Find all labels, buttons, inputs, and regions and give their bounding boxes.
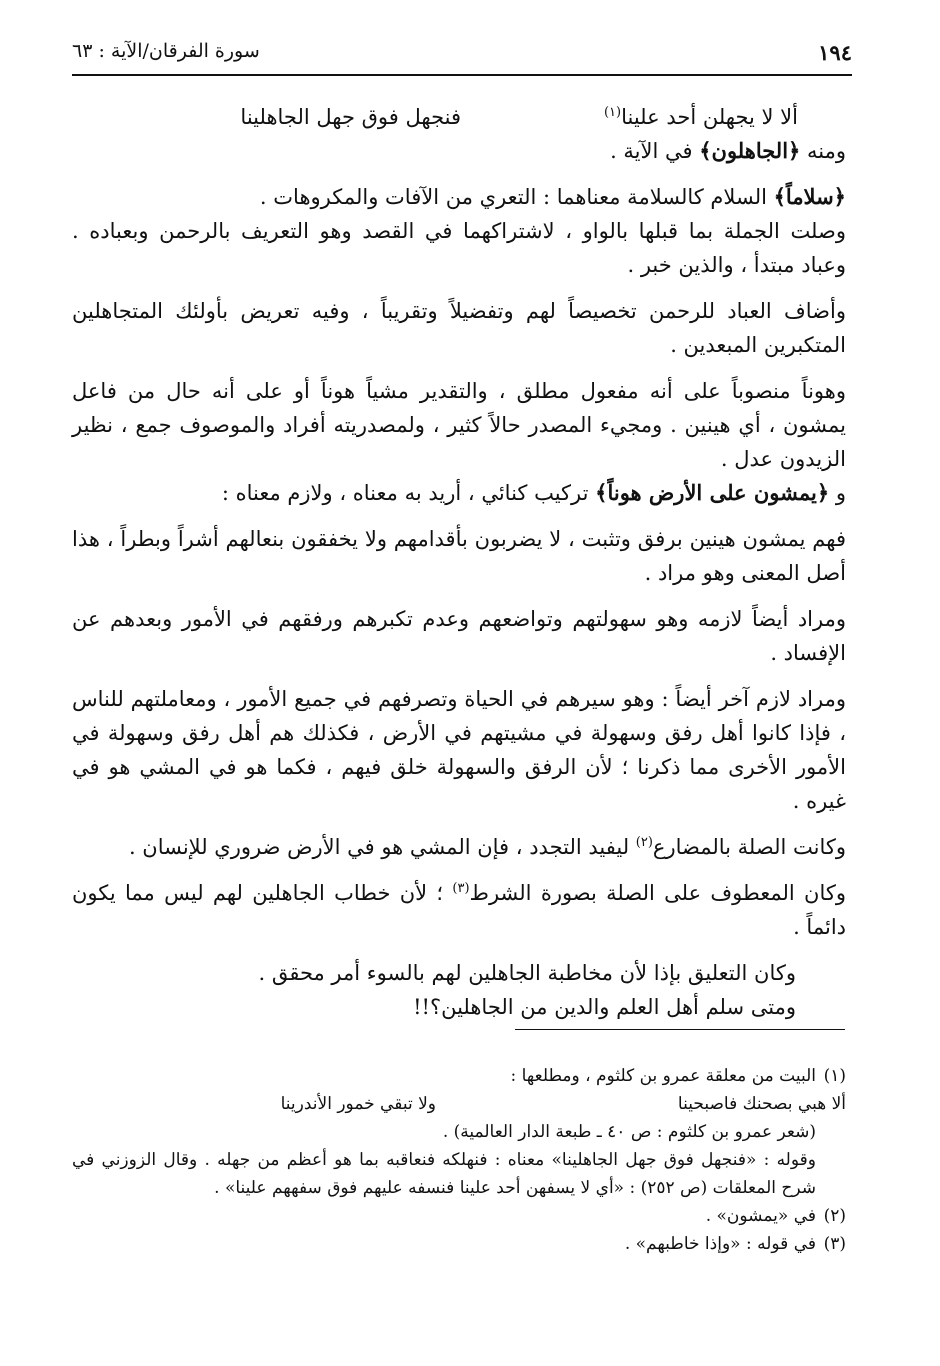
footnote-1: (١)البيت من معلقة عمرو بن كلثوم ، ومطلعها : <box>72 1062 846 1090</box>
running-header <box>72 40 852 76</box>
paragraph: وهوناً منصوباً على أنه مفعول مطلق ، والتقدير مشياً هوناً أو على أنه حال من فاعل يمشون ، أي هينين . ومجيء المصدر حالاً كثير ، ولمصدريته أفراد والموصوف جمع ، نظير الزيدون عدل . <box>72 379 846 471</box>
paragraph: ومتى سلم أهل العلم والدين من الجاهلين؟!! <box>413 995 796 1019</box>
verse-hemistich-second: فنجهل فوق جهل الجاهلينا <box>240 105 461 129</box>
paragraph: وكانت الصلة بالمضارع$^{(٢)}$ ليفيد التجدد ، فإن المشي هو في الأرض ضروري للإنسان . <box>128 835 846 859</box>
quran-quote: ﴿يمشون على الأرض هوناً﴾ <box>595 480 830 505</box>
paragraph: وصلت الجملة بما قبلها بالواو ، لاشتراكهما في القصد وهو التعريف بالرحمن وبعباده . وعباد مبتدأ ، والذين خبر . <box>72 219 846 277</box>
footnote-2: (٢)في «يمشون» . <box>72 1202 846 1230</box>
paragraph: و ﴿يمشون على الأرض هوناً﴾ تركيب كنائي ، أريد به معناه ، ولازم معناه : <box>221 480 846 505</box>
paragraph: ومراد لازم آخر أيضاً : وهو سيرهم في الحياة وتصرفهم في جميع الأمور ، ومعاملتهم للناس ، فإذا كانوا أهل رفق وسهولة في مشيتهم في الأرض ، فكذلك هم أهل رفق وسهولة في الأمور الأخرى مما ذكرنا ؛ لأن الرفق والسهولة خلق فيهم ، فكما هو في المشي هو في غيره . <box>72 687 846 813</box>
paragraph: ﴿سلاماً﴾ السلام كالسلامة معناهما : التعري من الآفات والمكروهات . <box>259 184 846 209</box>
footnote-ref-3: (٣) <box>452 881 470 896</box>
footnote-ref-1: (١) <box>603 105 622 120</box>
paragraph: فهم يمشون هينين برفق وتثبت ، لا يضربون بأقدامهم ولا يخفقون بنعالهم أشراً وبطراً ، هذا أصل المعنى وهو مراد . <box>72 527 846 585</box>
page-number: ١٩٤ <box>818 40 852 65</box>
footnote-commentary: وقوله : «فنجهل فوق جهل الجاهلينا» معناه : فنهلكه فنعاقبه بما هو أعظم من جهله . وقال الزوزني في شرح المعلقات (ص ٢٥٢) : «أي لا يسفهن أحد علينا فنسفه عليهم فوق سفههم علينا» . <box>72 1150 816 1198</box>
footnote-3: (٣)في قوله : «وإذا خاطبهم» . <box>72 1230 846 1258</box>
footnote-verse <box>72 1090 846 1118</box>
footnote-ref-2: (٢) <box>635 835 653 850</box>
paragraph: وأضاف العباد للرحمن تخصيصاً لهم وتفضيلاً وتقريباً ، وفيه تعريض بأولئك المتجاهلين المتكبرين المبعدين . <box>72 299 846 357</box>
verse-hemistich-second: ولا تبقي خمور الأندرينا <box>280 1094 436 1114</box>
footnote-source: (شعر عمرو بن كلثوم : ص ٤٠ ـ طبعة الدار العالمية) . <box>442 1122 816 1142</box>
quran-quote: ﴿الجاهلون﴾ <box>699 138 801 163</box>
footnote-number: (٣) <box>823 1234 846 1254</box>
footnotes <box>72 1062 846 1258</box>
poetry-verse <box>72 100 846 134</box>
footnote-divider <box>515 1029 845 1030</box>
paragraph: وكان التعليق بإذا لأن مخاطبة الجاهلين لهم بالسوء أمر محقق . <box>258 961 796 985</box>
paragraph: ومنه ﴿الجاهلون﴾ في الآية . <box>610 138 846 163</box>
paragraph: وكان المعطوف على الصلة بصورة الشرط$^{(٣)}$ ؛ لأن خطاب الجاهلين لهم ليس مما يكون دائماً . <box>72 881 846 939</box>
footnote-number: (١) <box>823 1066 846 1086</box>
paragraph: ومراد أيضاً لازمه وهو سهولتهم وتواضعهم وعدم تكبرهم ورفقهم في الأمور وبعدهم عن الإفساد . <box>72 607 846 665</box>
verse-hemistich-first: ألا هبي بصحنك فاصبحينا <box>677 1094 846 1114</box>
main-text <box>72 100 846 1036</box>
footnote-number: (٢) <box>823 1206 846 1226</box>
verse-hemistich-first: ألا لا يجهلن أحد علينا$^{(١)}$ <box>603 105 798 129</box>
quran-quote: ﴿سلاماً﴾ <box>773 184 846 209</box>
header-title: سورة الفرقان/الآية : ٦٣ <box>72 40 260 62</box>
